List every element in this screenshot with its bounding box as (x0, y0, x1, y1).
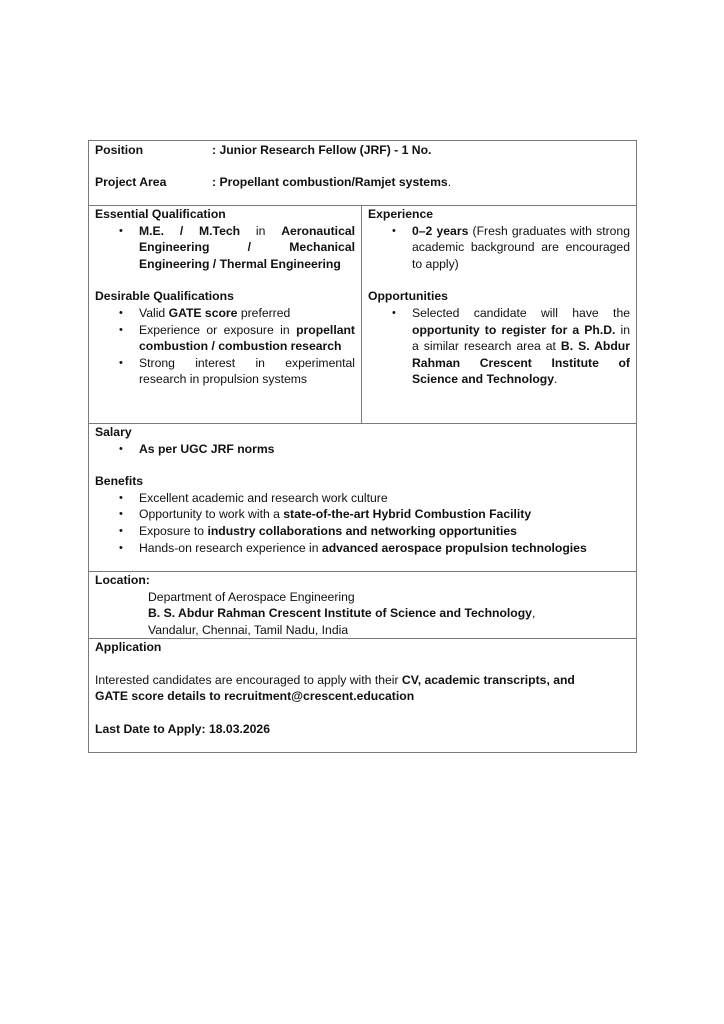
benefit-text: Opportunity to work with a (139, 507, 284, 522)
salary-item (95, 441, 630, 458)
experience-years: 0–2 years (412, 223, 469, 238)
desirable-item (95, 355, 355, 388)
application-text-line-2: GATE score details to recruitment@crescent.education (95, 689, 415, 704)
salary-title: Salary (95, 425, 132, 439)
qualifications-row (89, 205, 636, 423)
opportunities-list (368, 305, 630, 388)
opportunity-text: in a similar research area at (412, 322, 630, 354)
desirable-list (95, 305, 355, 388)
position-row (89, 141, 636, 205)
benefit-bold: state-of-the-art Hybrid Combustion Facility (283, 507, 532, 522)
salary-list (95, 441, 630, 458)
location-department: Department of Aerospace Engineering (148, 589, 355, 604)
opportunity-institute: B. S. Abdur Rahman Crescent Institute of Science and Technology (412, 339, 630, 387)
salary-value: As per UGC JRF norms (139, 441, 275, 456)
essential-in: in (240, 223, 282, 238)
desirable-item (95, 305, 355, 322)
benefits-title: Benefits (95, 474, 144, 489)
desirable-qualifications-title: Desirable Qualifications (95, 289, 234, 304)
location-institute: B. S. Abdur Rahman Crescent Institute of Science and Technology (148, 606, 532, 621)
position-label: Position (95, 143, 144, 157)
benefit-item (95, 540, 630, 557)
desirable-text: Strong interest in experimental research in propulsion systems (139, 355, 355, 387)
desirable-text: Valid (139, 305, 169, 320)
application-text: Interested candidates are encouraged to apply with their (95, 672, 402, 687)
desirable-bold: propellant combustion / combustion research (139, 322, 355, 354)
location-address: Vandalur, Chennai, Tamil Nadu, India (148, 622, 349, 637)
application-documents: CV, academic transcripts, and (401, 672, 575, 687)
experience-item (368, 223, 630, 273)
opportunity-text: Selected candidate will have the (412, 305, 630, 320)
benefit-text: Exposure to (139, 523, 208, 538)
opportunity-phd: opportunity to register for a Ph.D. (412, 322, 616, 337)
benefit-text: Excellent academic and research work culture (139, 490, 388, 505)
benefit-bold: industry collaborations and networking opportunities (207, 523, 517, 538)
opportunity-period: . (554, 372, 558, 387)
experience-cell (362, 206, 636, 423)
benefits-list (95, 490, 630, 556)
project-area-value: : Propellant combustion/Ramjet systems (212, 174, 448, 189)
location-title: Location: (95, 573, 150, 587)
essential-list (95, 223, 355, 273)
experience-list (368, 223, 630, 273)
desirable-item (95, 322, 355, 355)
location-row (89, 571, 636, 638)
project-area-line (95, 174, 630, 191)
application-row (89, 638, 636, 752)
position-value: : Junior Research Fellow (JRF) - 1 No. (212, 143, 432, 157)
project-area-period: . (447, 174, 452, 189)
benefit-item (95, 523, 630, 540)
experience-title: Experience (368, 207, 434, 221)
opportunities-title: Opportunities (368, 289, 448, 304)
qualifications-cell (89, 206, 362, 423)
desirable-text: preferred (237, 305, 291, 320)
experience-note: (Fresh graduates with strong academic background are encouraged to apply) (412, 223, 630, 271)
salary-benefits-row (89, 423, 636, 571)
essential-qualification-title: Essential Qualification (95, 207, 226, 221)
application-title: Application (95, 640, 162, 654)
essential-degree: M.E. / M.Tech (139, 223, 241, 238)
application-text-line-1 (95, 672, 630, 689)
position-line (95, 142, 630, 159)
desirable-text: Experience or exposure in (139, 322, 297, 337)
last-date: Last Date to Apply: 18.03.2026 (95, 721, 270, 736)
desirable-bold: GATE score (168, 305, 238, 320)
benefit-bold: advanced aerospace propulsion technologies (321, 540, 587, 555)
job-posting-table (88, 140, 637, 753)
essential-disciplines: Aeronautical Engineering / Mechanical Engineering / Thermal Engineering (139, 223, 356, 271)
essential-item (95, 223, 355, 273)
project-area-label: Project Area (95, 174, 167, 189)
benefit-item (95, 506, 630, 523)
opportunities-item (368, 305, 630, 388)
benefit-text: Hands-on research experience in (139, 540, 322, 555)
benefit-item (95, 490, 630, 507)
location-comma: , (531, 606, 536, 621)
location-institute-line (148, 605, 630, 622)
